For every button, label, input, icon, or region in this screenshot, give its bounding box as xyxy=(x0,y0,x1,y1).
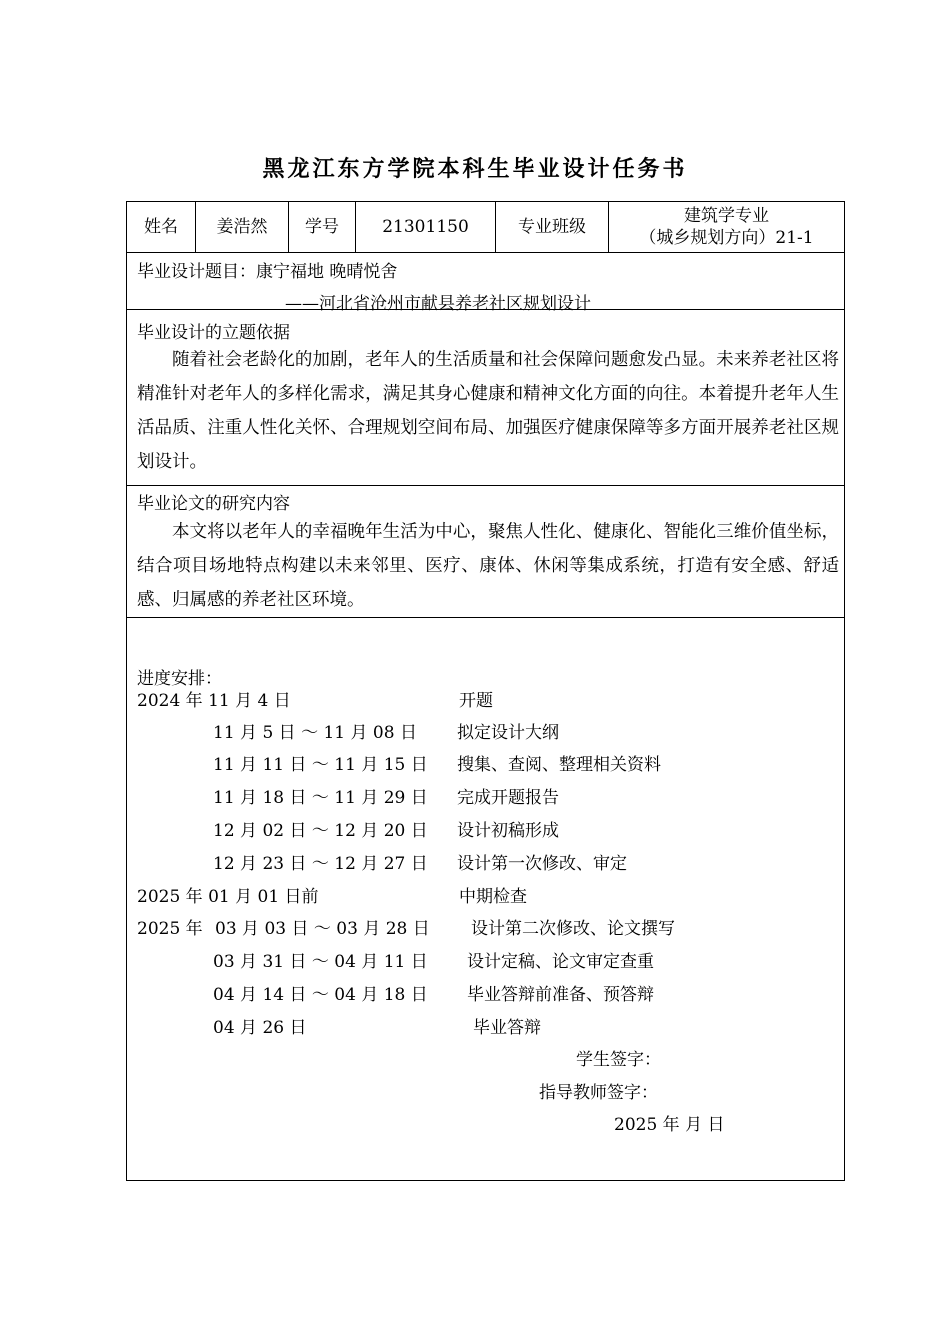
student-signature-label: 学生签字： xyxy=(576,1050,661,1070)
schedule-date: 11 月 18 日 ～ 11 月 29 日 xyxy=(213,788,428,808)
row-divider xyxy=(127,309,844,310)
schedule-date: 2025 年 01 月 01 日前 xyxy=(137,887,319,907)
schedule-date: 04 月 26 日 xyxy=(213,1018,307,1038)
class-value-line2: （城乡规划方向）21-1 xyxy=(639,228,814,248)
name-label: 姓名 xyxy=(144,217,178,237)
schedule-task: 毕业答辩前准备、预答辩 xyxy=(467,985,654,1005)
schedule-task: 设计第二次修改、论文撰写 xyxy=(471,919,675,939)
schedule-date: 04 月 14 日 ～ 04 月 18 日 xyxy=(213,985,428,1005)
student-id-value: 21301150 xyxy=(382,217,469,237)
schedule-task: 设计定稿、论文审定查重 xyxy=(467,952,654,972)
class-value-line1: 建筑学专业 xyxy=(684,206,769,226)
schedule-task: 拟定设计大纲 xyxy=(457,723,559,743)
schedule-date: 12 月 02 日 ～ 12 月 20 日 xyxy=(213,821,428,841)
row-divider xyxy=(127,617,844,618)
topic-subtitle: ——河北省沧州市献县养老社区规划设计 xyxy=(285,294,591,314)
class-label: 专业班级 xyxy=(518,217,586,237)
topic-label: 毕业设计题目：康宁福地 晚晴悦舍 xyxy=(137,262,398,282)
schedule-task: 开题 xyxy=(459,691,493,711)
schedule-date: 2024 年 11 月 4 日 xyxy=(137,691,291,711)
schedule-task: 设计初稿形成 xyxy=(457,821,559,841)
research-heading: 毕业论文的研究内容 xyxy=(137,494,290,514)
schedule-task: 设计第一次修改、审定 xyxy=(457,854,627,874)
schedule-date: 12 月 23 日 ～ 12 月 27 日 xyxy=(213,854,428,874)
task-form-table xyxy=(126,201,845,1181)
name-value: 姜浩然 xyxy=(216,217,268,237)
page-title: 黑龙江东方学院本科生毕业设计任务书 xyxy=(262,157,688,182)
student-id-label: 学号 xyxy=(305,217,339,237)
basis-heading: 毕业设计的立题依据 xyxy=(137,323,290,343)
class-value xyxy=(609,202,844,252)
signature-date: 2025 年 月 日 xyxy=(614,1115,725,1135)
schedule-task: 完成开题报告 xyxy=(457,788,559,808)
basis-paragraph: 随着社会老龄化的加剧，老年人的生活质量和社会保障问题愈发凸显。未来养老社区将精准针对老年人的多样化需求，满足其身心健康和精神文化方面的向往。本着提升老年人生活品质、注重人性化关怀、合理规划空间布局、加强医疗健康保障等多方面开展养老社区规划设计。 xyxy=(137,350,839,472)
schedule-date: 11 月 5 日 ～ 11 月 08 日 xyxy=(213,723,417,743)
schedule-task: 中期检查 xyxy=(459,887,527,907)
research-paragraph: 本文将以老年人的幸福晚年生活为中心，聚焦人性化、健康化、智能化三维价值坐标，结合项目场地特点构建以未来邻里、医疗、康体、休闲等集成系统，打造有安全感、舒适感、归属感的养老社区环境。 xyxy=(137,522,839,610)
row-divider xyxy=(127,485,844,486)
schedule-heading: 进度安排： xyxy=(137,669,222,689)
schedule-date-prefix: 2025 年 xyxy=(137,919,203,939)
schedule-task: 毕业答辩 xyxy=(473,1018,541,1038)
teacher-signature-label: 指导教师签字： xyxy=(539,1083,658,1103)
schedule-date: 03 月 03 日 ～ 03 月 28 日 xyxy=(215,919,430,939)
schedule-task: 搜集、查阅、整理相关资料 xyxy=(457,755,661,775)
schedule-date: 03 月 31 日 ～ 04 月 11 日 xyxy=(213,952,428,972)
schedule-date: 11 月 11 日 ～ 11 月 15 日 xyxy=(213,755,428,775)
row-divider xyxy=(127,252,844,253)
